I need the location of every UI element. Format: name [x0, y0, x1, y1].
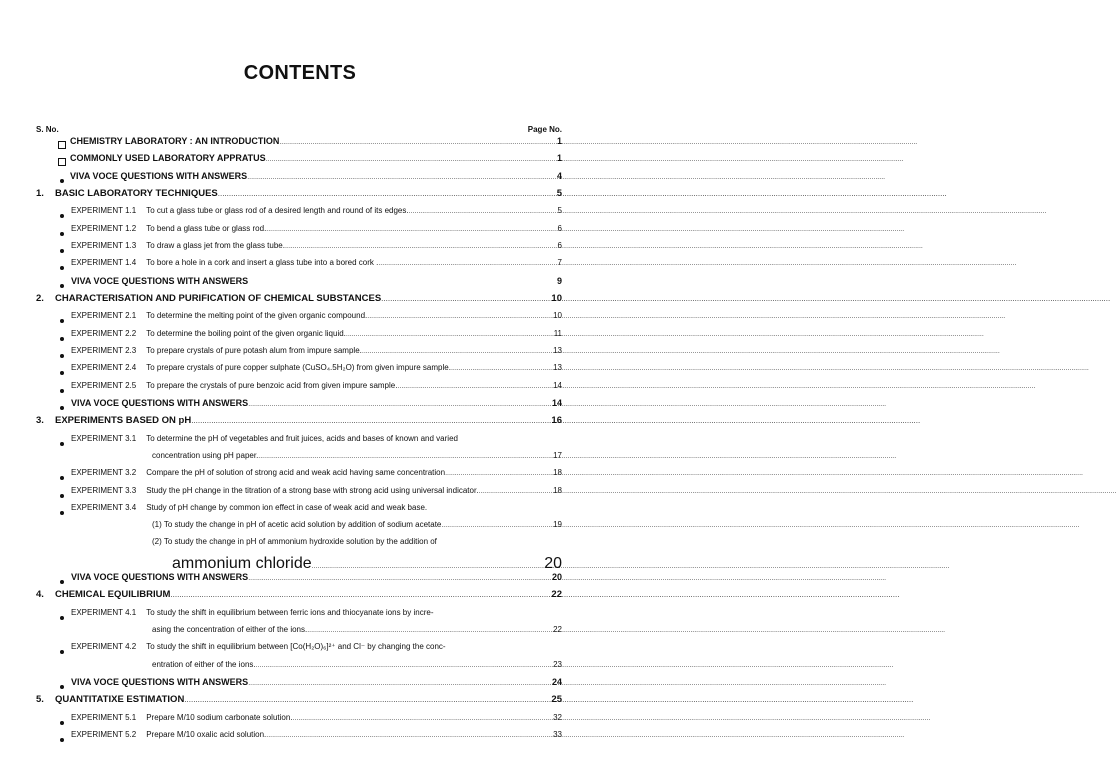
toc-row — [0, 381, 600, 398]
dot-leader — [441, 522, 552, 529]
entry-title: asing the concentration of either of the ions. — [152, 625, 308, 635]
dot-leader — [170, 590, 550, 599]
experiment-label: EXPERIMENT 5.2 — [71, 730, 137, 740]
dot-leader — [266, 156, 556, 163]
bullet-icon — [60, 214, 64, 218]
toc-row — [0, 241, 600, 258]
dot-leader — [248, 401, 551, 408]
toc-row — [0, 730, 600, 747]
bullet-icon — [60, 337, 64, 341]
bullet-icon — [60, 389, 64, 393]
page-number: 33 — [553, 730, 562, 740]
bullet-icon — [60, 319, 64, 323]
bullet-icon — [60, 738, 64, 742]
entry-title: To prepare the crystals of pure benzoic acid from given impure sample. — [146, 380, 398, 390]
entry-title: BASIC LABORATORY TECHNIQUES — [55, 187, 218, 199]
dot-leader — [367, 313, 552, 320]
bullet-icon — [60, 650, 64, 654]
dot-leader — [191, 416, 550, 425]
page-number: 13 — [553, 363, 562, 373]
entry-title: (2) To study the change in pH of ammonium hydroxide solution by the addition of — [152, 537, 437, 547]
entry-title: To determine the boiling point of the given organic liquid. — [146, 328, 346, 338]
dot-leader — [397, 383, 552, 390]
viva-row — [0, 276, 600, 293]
page-number: 20 — [551, 572, 562, 583]
section-number: 2. — [36, 292, 44, 304]
dot-leader — [312, 563, 544, 570]
page-number: 23 — [553, 659, 562, 669]
entry-title: Prepare M/10 sodium carbonate solution. — [146, 712, 293, 722]
bullet-icon — [60, 442, 64, 446]
bullet-icon — [60, 284, 64, 288]
section-number: 3. — [36, 415, 44, 427]
entry-title: To draw a glass jet from the glass tube. — [146, 240, 285, 250]
page-number: 7 — [557, 258, 562, 268]
toc-row — [0, 451, 600, 468]
page-number: 22 — [551, 589, 562, 601]
toc-row — [0, 346, 600, 363]
toc-row — [0, 486, 600, 503]
contents-list — [0, 136, 600, 747]
viva-row — [0, 572, 600, 589]
section-row — [0, 694, 600, 713]
toc-row — [0, 258, 600, 275]
dot-leader — [381, 294, 550, 303]
entry-title: VIVA VOCE QUESTIONS WITH ANSWERS — [71, 677, 249, 688]
entry-title: Compare the pH of solution of strong acid and weak acid having same concentration — [146, 468, 446, 478]
page-number: 16 — [551, 415, 562, 427]
experiment-label: EXPERIMENT 1.1 — [71, 206, 137, 216]
dot-leader — [256, 662, 552, 669]
experiment-label: EXPERIMENT 3.3 — [71, 485, 137, 495]
dot-leader — [266, 732, 552, 739]
toc-row — [0, 625, 600, 642]
page-number: 24 — [551, 677, 562, 688]
dot-leader — [285, 243, 557, 250]
bullet-icon — [60, 371, 64, 375]
toc-row — [0, 363, 600, 380]
page-number-header: Page No. — [527, 125, 562, 134]
entry-title: To prepare crystals of pure copper sulphate (CuSO₄.5H₂O) from given impure sample. — [146, 363, 451, 373]
toc-row — [0, 660, 600, 677]
entry-title: CHEMISTRY LABORATORY : AN INTRODUCTION — [70, 136, 280, 146]
experiment-label: EXPERIMENT 2.5 — [71, 380, 137, 390]
page-number: 10 — [553, 311, 562, 321]
page-number: 32 — [553, 712, 562, 722]
entry-title: Study the pH change in the titration of a strong base with strong acid using universal indicator. — [146, 485, 479, 495]
toc-row — [0, 555, 600, 572]
viva-row — [0, 398, 600, 415]
entry-title: To determine the pH of vegetables and fruit juices, acids and bases of known and varied — [146, 433, 458, 443]
section-number: 4. — [36, 589, 44, 601]
checkbox-icon — [58, 141, 66, 149]
serial-number-header: S. No. — [36, 125, 59, 134]
experiment-label: EXPERIMENT 3.1 — [71, 433, 137, 443]
section-number: 1. — [36, 187, 44, 199]
entry-title: To prepare crystals of pure potash alum from impure sample. — [146, 345, 362, 355]
bullet-icon — [60, 721, 64, 725]
viva-row — [0, 171, 600, 188]
dot-leader — [248, 680, 551, 687]
page-number: 11 — [553, 328, 562, 338]
entry-title: To study the shift in equilibrium between [Co(H₂O)₆]²⁺ and Cl⁻ by changing the conc- — [146, 642, 446, 652]
experiment-label: EXPERIMENT 3.2 — [71, 468, 137, 478]
section-row — [0, 293, 600, 312]
dot-leader — [451, 365, 552, 372]
entry-title: COMMONLY USED LABORATORY APPRATUS — [70, 153, 266, 164]
entry-title: To bend a glass tube or glass rod. — [146, 223, 267, 233]
experiment-label: EXPERIMENT 2.2 — [71, 328, 137, 338]
page-number: 4 — [556, 170, 562, 181]
page-number: 19 — [553, 520, 562, 530]
experiment-label: EXPERIMENT 5.1 — [71, 712, 137, 722]
page-number: 10 — [551, 292, 562, 304]
entry-title: To cut a glass tube or glass rod of a desired length and round of its edges. — [146, 206, 409, 216]
toc-row — [0, 153, 600, 170]
entry-title: To study the shift in equilibrium between ferric ions and thiocyanate ions by incre- — [146, 607, 434, 617]
page-number: 13 — [553, 345, 562, 355]
dot-leader — [279, 139, 556, 146]
bullet-icon — [60, 354, 64, 358]
dot-leader — [248, 575, 551, 582]
page-number: 6 — [557, 240, 562, 250]
toc-row — [0, 224, 600, 241]
entry-title: EXPERIMENTS BASED ON pH — [55, 415, 192, 427]
dot-leader — [409, 208, 557, 215]
page-number: 18 — [553, 485, 562, 495]
entry-title: VIVA VOCE QUESTIONS WITH ANSWERS — [71, 275, 249, 286]
page-number: 18 — [553, 468, 562, 478]
page-number: 1 — [556, 153, 562, 164]
toc-row — [0, 434, 600, 451]
entry-title: (1) To study the change in pH of acetic acid solution by addition of sodium acetate — [152, 520, 442, 530]
entry-title: QUANTITATIXE ESTIMATION — [55, 694, 185, 706]
experiment-label: EXPERIMENT 1.2 — [71, 223, 137, 233]
bullet-icon — [60, 511, 64, 515]
entry-title: VIVA VOCE QUESTIONS WITH ANSWERS — [71, 397, 249, 408]
toc-row — [0, 206, 600, 223]
dot-leader — [378, 260, 556, 267]
page-number: 5 — [556, 187, 562, 199]
section-row — [0, 188, 600, 207]
bullet-icon — [60, 179, 64, 183]
experiment-label: EXPERIMENT 4.1 — [71, 607, 137, 617]
viva-row — [0, 677, 600, 694]
toc-row — [0, 468, 600, 485]
bullet-icon — [60, 266, 64, 270]
dot-leader — [218, 189, 556, 198]
entry-title: entration of either of the ions. — [152, 659, 256, 669]
entry-title: VIVA VOCE QUESTIONS WITH ANSWERS — [71, 572, 249, 583]
entry-title: CHEMICAL EQUILIBRIUM — [55, 589, 171, 601]
page-number: 6 — [557, 223, 562, 233]
entry-title: concentration using pH paper. — [152, 450, 259, 460]
dot-leader — [307, 627, 552, 634]
entry-title: VIVA VOCE QUESTIONS WITH ANSWERS — [70, 170, 248, 181]
checkbox-icon — [58, 158, 66, 166]
page-number: 14 — [551, 397, 562, 408]
entry-title: CHARACTERISATION AND PURIFICATION OF CHEMICAL SUBSTANCES — [55, 292, 382, 304]
dot-leader — [247, 174, 556, 181]
bullet-icon — [60, 476, 64, 480]
section-row — [0, 415, 600, 434]
experiment-label: EXPERIMENT 2.3 — [71, 345, 137, 355]
toc-row — [0, 608, 600, 625]
dot-leader — [478, 488, 552, 495]
entry-title: Prepare M/10 oxalic acid solution. — [146, 730, 267, 740]
bullet-icon — [60, 232, 64, 236]
experiment-label: EXPERIMENT 4.2 — [71, 642, 137, 652]
toc-row — [0, 642, 600, 659]
page-number: 1 — [556, 136, 562, 146]
page-title: CONTENTS — [243, 62, 357, 84]
experiment-label: EXPERIMENT 2.4 — [71, 363, 137, 373]
bullet-icon — [60, 616, 64, 620]
experiment-label: EXPERIMENT 1.3 — [71, 240, 137, 250]
toc-row — [0, 136, 600, 153]
page-number: 5 — [557, 206, 562, 216]
entry-title: ammonium chloride — [172, 554, 312, 572]
bullet-icon — [60, 494, 64, 498]
bullet-icon — [60, 685, 64, 689]
page-number: 17 — [553, 450, 562, 460]
dot-leader — [293, 715, 553, 722]
bullet-icon — [60, 249, 64, 253]
page-number: 14 — [553, 380, 562, 390]
toc-row — [0, 503, 600, 520]
experiment-label: EXPERIMENT 1.4 — [71, 258, 137, 268]
dot-leader — [362, 348, 552, 355]
page-number: 25 — [551, 694, 562, 706]
page-number: 9 — [556, 275, 562, 286]
dot-leader — [445, 470, 552, 477]
bullet-icon — [60, 406, 64, 410]
dot-leader — [258, 453, 552, 460]
toc-row — [0, 537, 600, 554]
toc-row — [0, 329, 600, 346]
toc-row — [0, 311, 600, 328]
entry-title: To bore a hole in a cork and insert a glass tube into a bored cork . — [146, 258, 379, 268]
toc-row — [0, 713, 600, 730]
page-number: 22 — [553, 625, 562, 635]
section-number: 5. — [36, 694, 44, 706]
entry-title: Study of pH change by common ion effect in case of weak acid and weak base. — [146, 502, 428, 512]
section-row — [0, 589, 600, 608]
dot-leader — [184, 695, 550, 704]
entry-title: To determine the melting point of the given organic compound. — [146, 311, 368, 321]
experiment-label: EXPERIMENT 2.1 — [71, 311, 137, 321]
dot-leader — [346, 331, 553, 338]
dot-leader — [266, 226, 556, 233]
experiment-label: EXPERIMENT 3.4 — [71, 502, 137, 512]
page-number: 20 — [544, 554, 562, 572]
bullet-icon — [60, 580, 64, 584]
toc-row — [0, 520, 600, 537]
